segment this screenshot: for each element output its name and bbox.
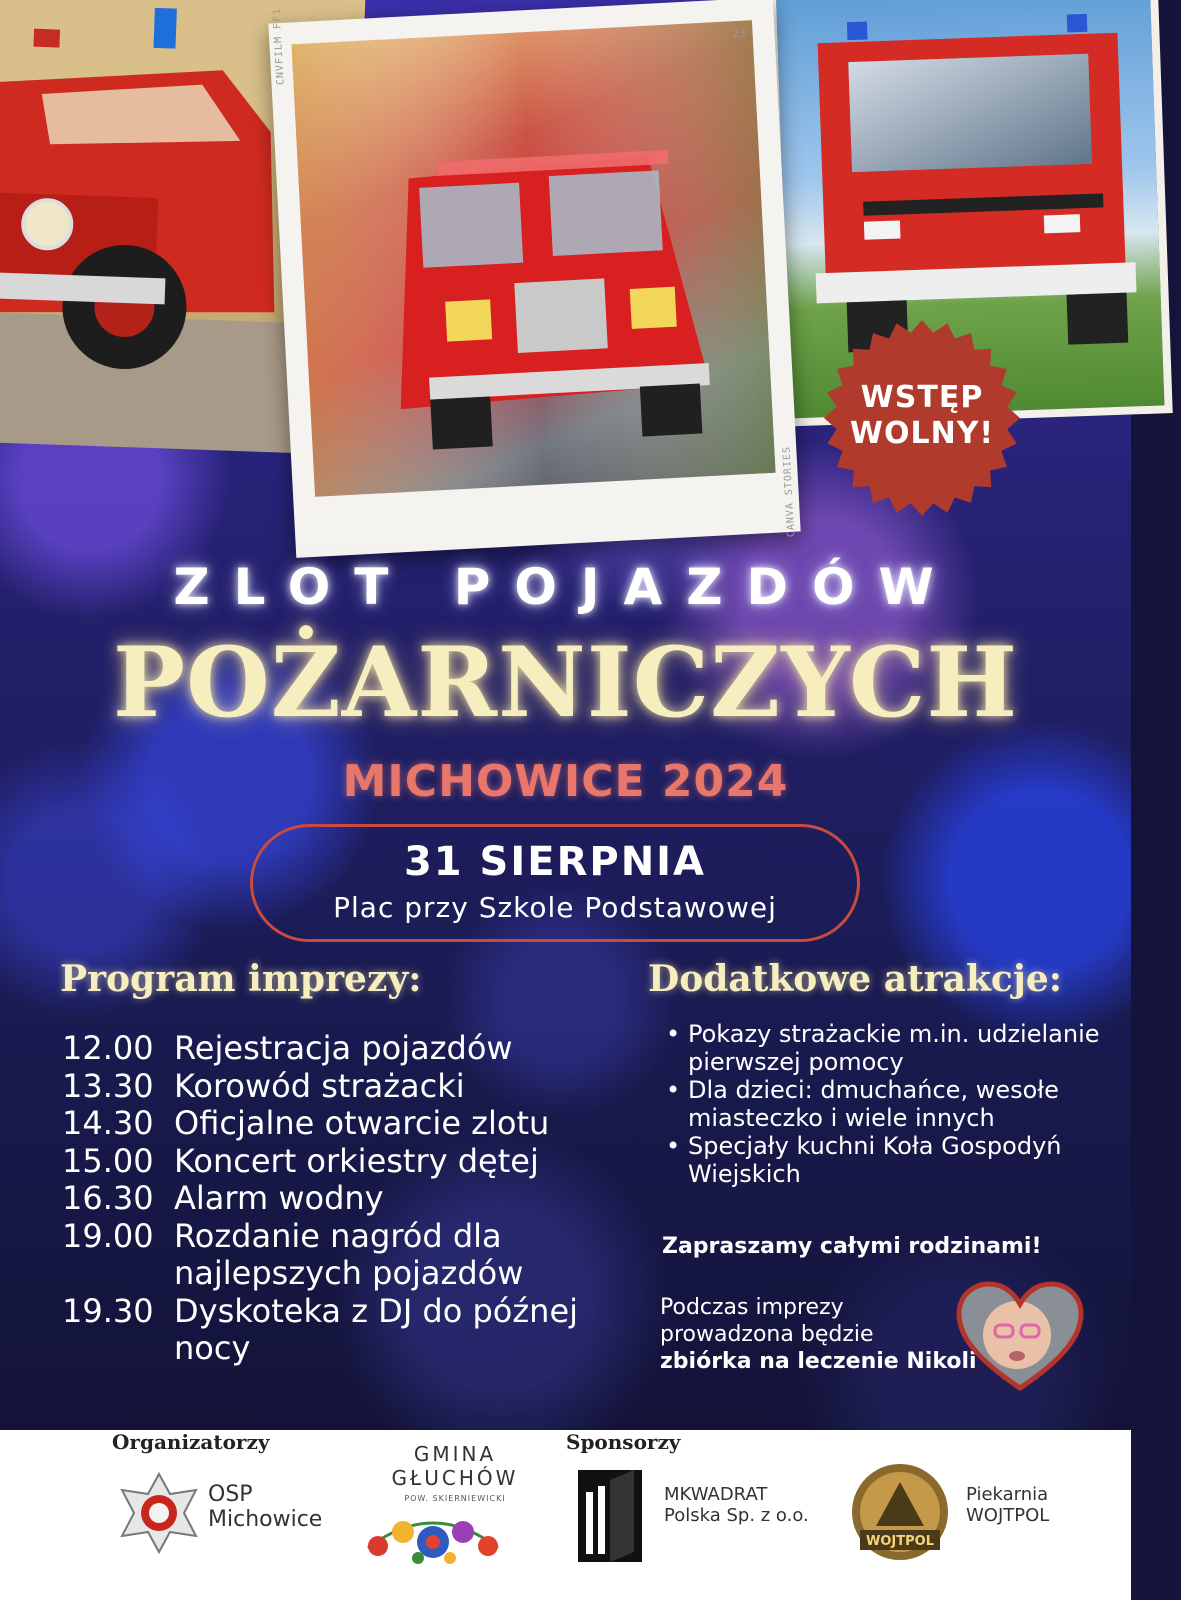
extras-item: • Dla dzieci: dmuchańce, wesołe miasteczko i wiele innych xyxy=(664,1076,1104,1132)
event-place: Plac przy Szkole Podstawowej xyxy=(333,891,777,924)
extras-item: • Pokazy strażackie m.in. udzielanie pierwszej pomocy xyxy=(664,1020,1104,1076)
program-item xyxy=(62,1293,622,1368)
program-time: 15.00 xyxy=(62,1141,154,1180)
program-time: 13.30 xyxy=(62,1066,154,1105)
film-number: 23 xyxy=(732,28,747,41)
piekarnia-name: Piekarnia WOJTPOL xyxy=(966,1484,1050,1526)
osp-emblem-icon xyxy=(118,1472,200,1554)
program-activity: Rejestracja pojazdów xyxy=(174,1029,513,1067)
program-activity: Rozdanie nagród dla najlepszych pojazdów xyxy=(174,1216,524,1292)
program-activity: Koncert orkiestry dętej xyxy=(174,1141,539,1180)
program-title: Program imprezy: xyxy=(60,958,422,1000)
folk-flowers-icon xyxy=(358,1508,508,1570)
program-item xyxy=(62,1180,622,1218)
polaroid-image xyxy=(271,7,775,497)
program-time: 14.30 xyxy=(62,1104,154,1142)
program-list xyxy=(62,1030,622,1368)
film-label-left: CNVFILM FF1 xyxy=(271,7,287,86)
mkwadrat-logo-icon xyxy=(574,1466,646,1566)
heart-icon xyxy=(955,1280,1085,1395)
gmina-county: POW. SKIERNIEWICKI xyxy=(404,1494,506,1503)
program-time: 19.00 xyxy=(62,1216,154,1255)
footer-sponsors xyxy=(0,1430,1131,1600)
mkwadrat-name: MKWADRAT Polska Sp. z o.o. xyxy=(664,1484,809,1526)
program-activity: Oficjalne otwarcie zlotu xyxy=(174,1104,550,1142)
wojtpol-emblem-icon xyxy=(846,1456,954,1568)
invite-text: Zapraszamy całymi rodzinami! xyxy=(662,1234,1042,1259)
program-activity: Alarm wodny xyxy=(174,1179,384,1217)
program-activity: Dyskoteka z DJ do późnej nocy xyxy=(174,1291,579,1367)
badge-text: WSTĘP WOLNY! xyxy=(849,380,995,451)
program-time: 12.00 xyxy=(62,1029,154,1067)
title-line-2: POŻARNICZYCH xyxy=(112,626,1019,739)
program-time: 16.30 xyxy=(62,1179,154,1217)
organizers-label: Organizatorzy xyxy=(112,1430,270,1454)
photo-polaroid-fire-truck xyxy=(268,0,800,558)
program-item xyxy=(62,1030,622,1068)
fundraiser-text: Podczas imprezy prowadzona będzie zbiórka na leczenie Nikoli xyxy=(660,1295,977,1374)
event-date: 31 SIERPNIA xyxy=(403,839,707,885)
program-item xyxy=(62,1218,622,1293)
sponsors-label: Sponsorzy xyxy=(566,1430,681,1454)
program-item xyxy=(62,1105,622,1143)
blurred-fire-truck-illustration xyxy=(291,20,775,497)
gmina-name: GMINA GŁUCHÓW xyxy=(391,1442,519,1490)
free-entry-badge xyxy=(822,318,1022,518)
title-line-1: ZLOT POJAZDÓW xyxy=(173,558,958,616)
title-line-3: MICHOWICE 2024 xyxy=(342,756,789,807)
event-date-box xyxy=(250,824,860,942)
program-time: 19.30 xyxy=(62,1291,154,1330)
osp-name: OSP Michowice xyxy=(208,1482,323,1532)
heart-photo-frame xyxy=(955,1280,1085,1395)
wojtpol-badge-text: WOJTPOL xyxy=(866,1534,934,1549)
extras-list xyxy=(664,1020,1104,1188)
film-label-right: CANVA STORIES xyxy=(781,445,797,538)
program-item xyxy=(62,1068,622,1106)
program-activity: Korowód strażacki xyxy=(174,1066,465,1105)
extras-title: Dodatkowe atrakcje: xyxy=(648,958,1063,1000)
extras-item: • Specjały kuchni Koła Gospodyń Wiejskich xyxy=(664,1132,1104,1188)
program-item xyxy=(62,1143,622,1181)
